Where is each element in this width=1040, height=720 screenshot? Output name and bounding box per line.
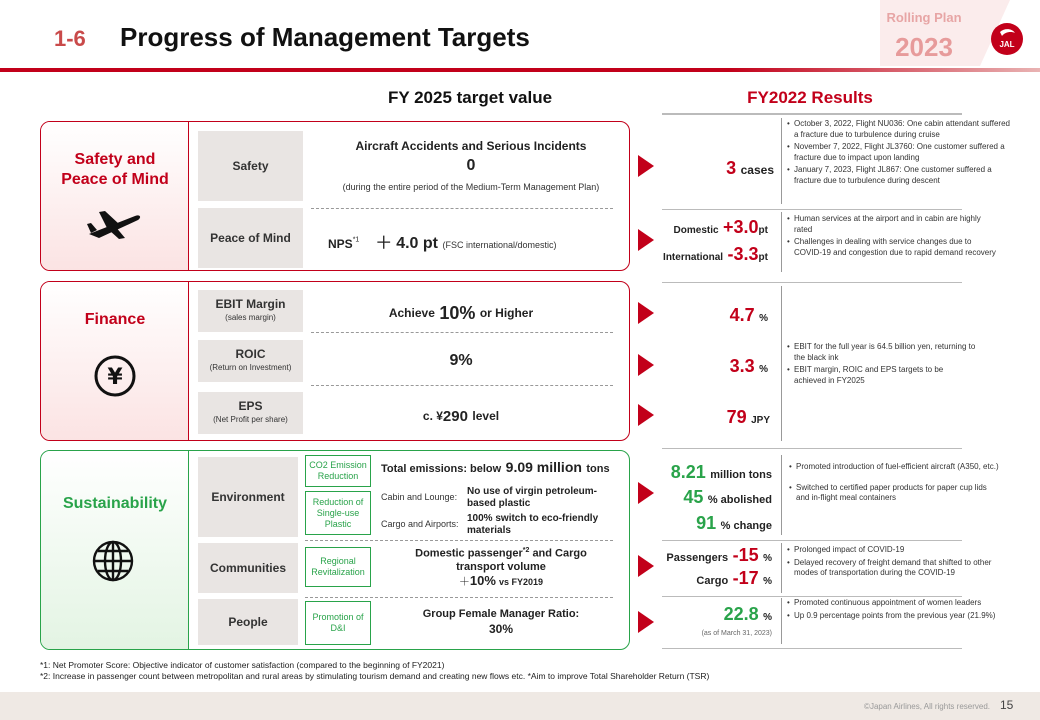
results-divider-5 [662, 596, 962, 597]
page-title: Progress of Management Targets [120, 22, 530, 52]
environment-notes [789, 462, 999, 506]
communities-target: Domestic passenger$^{*2}$ and Cargo transport volume ＋10% vs FY2019 [415, 547, 587, 588]
peace-notes [787, 214, 997, 260]
co2-target: Total emissions: below 9.09 million tons [381, 459, 610, 475]
communities-note-2: • Delayed recovery of freight demand that shifted to other modes of transportation during the COVID-19 [787, 558, 1002, 579]
ebit-target: Achieve 10% or Higher [388, 302, 534, 323]
item-ebit-margin: EBIT Margin (sales margin) [198, 290, 303, 332]
international-result: International -3.3pt [663, 244, 768, 264]
rolling-plan-label: Rolling Plan [886, 10, 962, 25]
roic-target: 9% [449, 352, 473, 369]
peace-notes-divider [781, 212, 782, 272]
page-number: 15 [1000, 698, 1014, 712]
nps-target-value: ＋ 4.0 pt [375, 235, 439, 252]
results-divider-3 [662, 448, 962, 449]
passengers-result: Passengers -15 % [666, 545, 772, 565]
sustainability-group-title: Sustainability [62, 495, 168, 512]
finance-group-label-panel [41, 282, 189, 440]
people-note-1: • Promoted continuous appointment of women leaders [787, 598, 1002, 609]
nps-target-note: (FSC international/domestic) [442, 240, 557, 250]
environment-note-2: • Switched to certified paper products for paper cup lids and in-flight meal containers [789, 483, 999, 504]
environment-notes-divider [781, 455, 782, 535]
people-notes [787, 598, 1002, 623]
ebit-result-arrow [638, 302, 654, 324]
item-safety: Safety [198, 131, 303, 201]
peace-note-2: • Challenges in dealing with service changes due to COVID-19 and congestion due to rapid demand recovery [787, 237, 997, 258]
environment-row-divider [305, 540, 613, 541]
people-notes-divider [781, 598, 782, 644]
domestic-result: Domestic +3.0pt [673, 217, 768, 237]
communities-note-1: • Prolonged impact of COVID-19 [787, 545, 1002, 556]
sub-single-use-plastic: Reduction of Single-use Plastic [305, 491, 371, 535]
finance-group [40, 281, 630, 441]
rolling-plan-year: 2023 [895, 32, 953, 62]
nps-label: NPS [328, 237, 353, 251]
people-result: 22.8 % [723, 604, 772, 624]
peace-note-1: • Human services at the airport and in cabin are highly rated [787, 214, 997, 235]
item-environment: Environment [198, 457, 298, 537]
communities-notes [787, 545, 1002, 581]
cargo-airports-target: 100% switch to eco-friendly materials [467, 513, 599, 536]
sub-promotion-of-di: Promotion of D&I [305, 601, 371, 645]
safety-group-title: Safety and Peace of Mind [61, 151, 169, 188]
airplane-icon [85, 208, 143, 242]
safety-notes-divider [781, 118, 782, 204]
finance-notes [787, 342, 977, 388]
safety-target-value: 0 [466, 157, 476, 174]
safety-target-note: (during the entire period of the Medium-Term Management Plan) [342, 182, 600, 192]
nps-target [328, 230, 628, 253]
sustainability-group [40, 450, 630, 650]
people-note-2: • Up 0.9 percentage points from the previous year (21.9%) [787, 611, 1002, 622]
finance-notes-divider [781, 286, 782, 441]
results-divider-2 [662, 282, 962, 283]
safety-note-1: • October 3, 2022, Flight NU036: One cabin attendant suffered a fracture due to turbulence during cruise [787, 119, 1012, 140]
globe-icon [91, 539, 135, 583]
safety-target-title: Aircraft Accidents and Serious Incidents [355, 139, 587, 153]
sustainability-group-label-panel [41, 451, 189, 649]
communities-notes-divider [781, 543, 782, 593]
svg-text:¥: ¥ [107, 365, 123, 390]
item-peace-of-mind: Peace of Mind [198, 208, 303, 268]
cargo-result: Cargo -17 % [696, 568, 772, 588]
roic-result: 3.3 % [729, 356, 768, 376]
cargo-airports-label: Cargo and Airports: [381, 519, 459, 529]
cabin-lounge-label: Cabin and Lounge: [381, 492, 458, 502]
finance-note-1: • EBIT for the full year is 64.5 billion yen, returning to the black ink [787, 342, 977, 363]
section-number: 1-6 [54, 26, 86, 51]
roic-row-divider [311, 385, 613, 386]
header-divider [0, 68, 1040, 72]
item-roic: ROIC (Return on Investment) [198, 340, 303, 382]
yen-icon [93, 354, 137, 398]
people-target: Group Female Manager Ratio: 30% [422, 608, 580, 636]
sub-regional-revitalization: Regional Revitalization [305, 547, 371, 587]
eps-result: 79 JPY [726, 407, 770, 427]
eps-result-arrow [638, 404, 654, 426]
jal-logo [990, 22, 1024, 56]
sub-co2-emission-reduction: CO2 Emission Reduction [305, 455, 371, 487]
safety-group-label-panel [41, 122, 189, 270]
roic-result-arrow [638, 354, 654, 376]
safety-result: 3 cases [726, 158, 774, 178]
safety-note-3: • January 7, 2023, Flight JL867: One customer suffered a fracture due to turbulence during descent [787, 165, 1012, 186]
footnote-2: *2: Increase in passenger count between metropolitan and rural areas by stimulating tourism demand and creating new flows etc. *Aim to improve Total Shareholder Return (TSR) [40, 671, 710, 681]
safety-row-divider [311, 208, 613, 209]
results-header-underline [662, 113, 962, 115]
people-result-asof: (as of March 31, 2023) [701, 630, 772, 637]
item-eps: EPS (Net Profit per share) [198, 392, 303, 434]
people-result-arrow [638, 611, 654, 633]
safety-note-2: • November 7, 2022, Flight JL3760: One customer suffered a fracture due to impact upon landing [787, 142, 1012, 163]
environment-note-1: • Promoted introduction of fuel-efficient aircraft (A350, etc.) [789, 462, 999, 473]
item-communities: Communities [198, 543, 298, 593]
finance-group-title: Finance [84, 311, 146, 328]
safety-result-arrow [638, 155, 654, 177]
co2-result: 8.21 million tons [670, 462, 772, 482]
cabin-lounge-target: No use of virgin petroleum-based plastic [467, 486, 598, 509]
safety-notes [787, 119, 1012, 188]
ebit-result: 4.7 % [729, 305, 768, 325]
communities-row-divider [305, 597, 613, 598]
finance-note-2: • EBIT margin, ROIC and EPS targets to be achieved in FY2025 [787, 365, 977, 386]
results-divider-6 [662, 648, 962, 649]
ebit-row-divider [311, 332, 613, 333]
target-column-header: FY 2025 target value [387, 88, 553, 107]
safety-group [40, 121, 630, 271]
results-column-header: FY2022 Results [747, 88, 873, 107]
item-people: People [198, 599, 298, 645]
plastic-change-result: 91 % change [696, 513, 772, 533]
results-divider-1 [662, 209, 962, 210]
results-divider-4 [662, 540, 962, 541]
footnote-1: *1: Net Promoter Score: Objective indicator of customer satisfaction (compared to the beginning of FY2021) [40, 660, 445, 670]
nps-footnote-mark: *1 [352, 236, 360, 244]
copyright: ©Japan Airlines, All rights reserved. [864, 702, 990, 711]
eps-target: c. ¥ 290 level [422, 407, 500, 425]
svg-text:JAL: JAL [999, 40, 1015, 49]
plastic-abolished-result: 45 % abolished [683, 487, 772, 507]
